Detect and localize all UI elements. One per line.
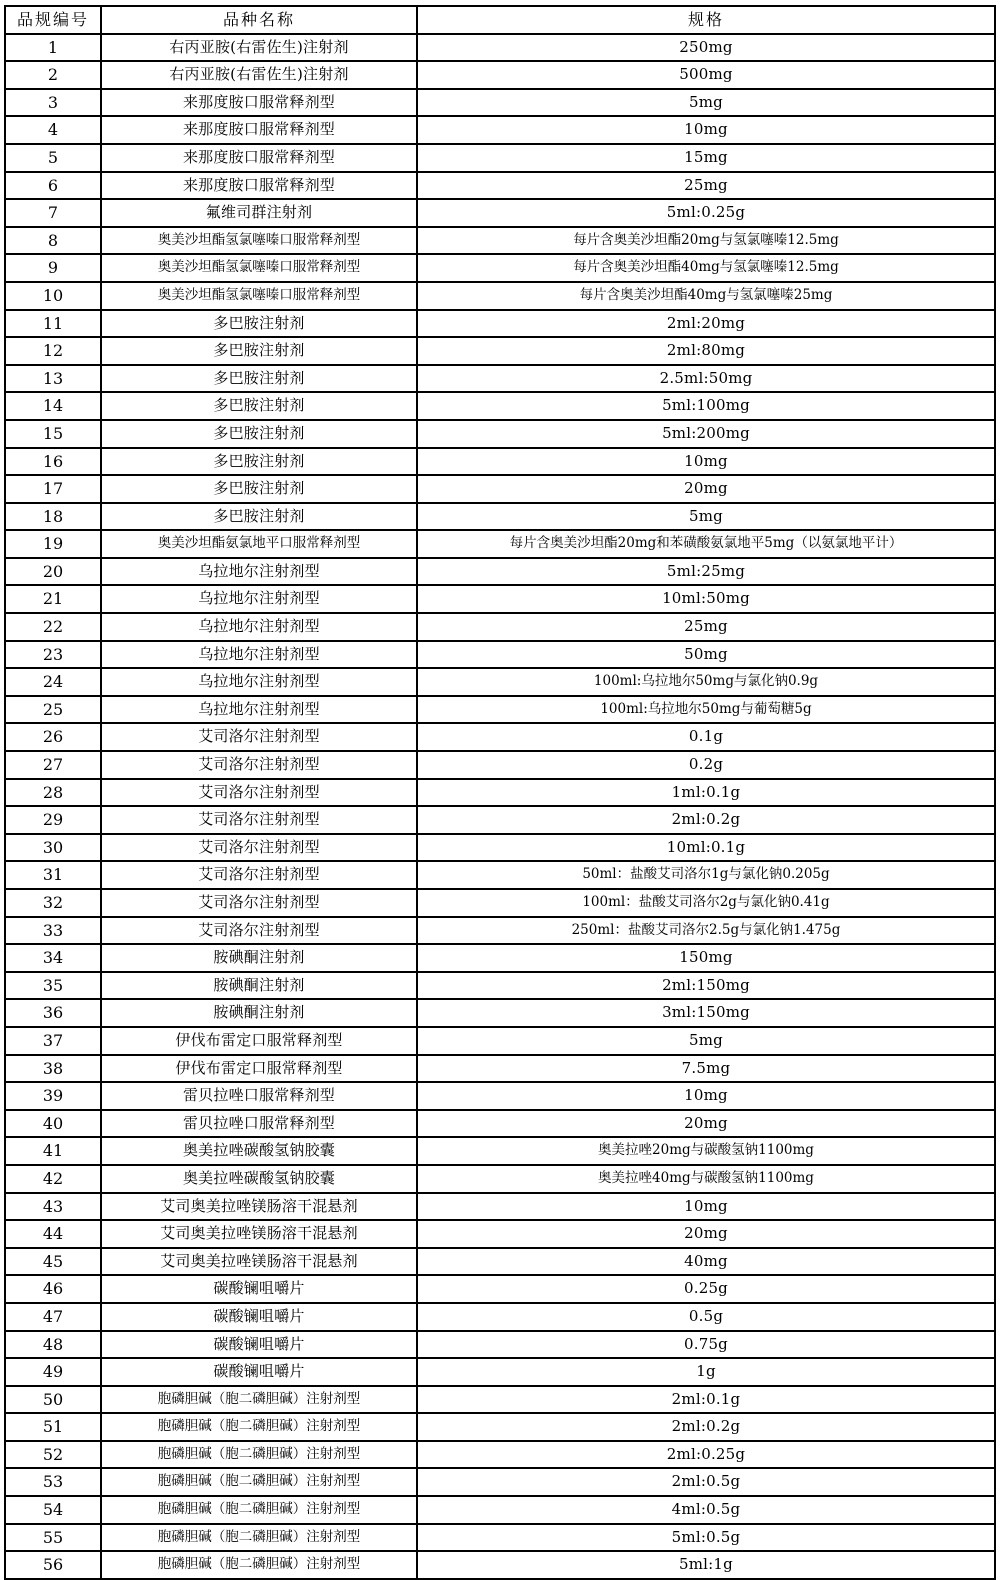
cell-product-name: 来那度胺口服常释剂型: [101, 172, 417, 200]
cell-product-name: 胺碘酮注射剂: [101, 972, 417, 1000]
cell-spec-no: 19: [5, 530, 101, 558]
column-header-product-name: 品种名称: [101, 6, 417, 34]
cell-product-name: 艾司洛尔注射剂型: [101, 779, 417, 807]
cell-product-name: 多巴胺注射剂: [101, 365, 417, 393]
cell-product-name: 艾司洛尔注射剂型: [101, 889, 417, 917]
cell-spec-no: 32: [5, 889, 101, 917]
cell-spec-no: 42: [5, 1165, 101, 1193]
cell-spec-no: 41: [5, 1137, 101, 1165]
cell-spec-no: 49: [5, 1358, 101, 1386]
table-row: [5, 1496, 995, 1524]
cell-spec-no: 50: [5, 1386, 101, 1414]
cell-product-name: 胞磷胆碱（胞二磷胆碱）注射剂型: [101, 1468, 417, 1496]
cell-specification: 奥美拉唑20mg与碳酸氢钠1100mg: [417, 1137, 995, 1165]
cell-product-name: 艾司洛尔注射剂型: [101, 723, 417, 751]
cell-specification: 0.75g: [417, 1331, 995, 1359]
cell-specification: 每片含奥美沙坦酯40mg与氢氯噻嗪25mg: [417, 282, 995, 310]
cell-spec-no: 7: [5, 199, 101, 227]
table-row: [5, 999, 995, 1027]
table-row: [5, 641, 995, 669]
table-row: [5, 475, 995, 503]
table-row: [5, 668, 995, 696]
cell-product-name: 多巴胺注射剂: [101, 310, 417, 338]
column-header-specification: 规格: [417, 6, 995, 34]
cell-product-name: 来那度胺口服常释剂型: [101, 144, 417, 172]
cell-specification: 1ml:0.1g: [417, 779, 995, 807]
table-row: [5, 227, 995, 255]
cell-specification: 25mg: [417, 172, 995, 200]
cell-product-name: 伊伐布雷定口服常释剂型: [101, 1027, 417, 1055]
cell-product-name: 胺碘酮注射剂: [101, 999, 417, 1027]
cell-product-name: 碳酸镧咀嚼片: [101, 1331, 417, 1359]
cell-specification: 50ml：盐酸艾司洛尔1g与氯化钠0.205g: [417, 861, 995, 889]
cell-product-name: 艾司奥美拉唑镁肠溶干混悬剂: [101, 1193, 417, 1221]
table-row: [5, 420, 995, 448]
cell-specification: 2ml:0.2g: [417, 1413, 995, 1441]
cell-spec-no: 35: [5, 972, 101, 1000]
cell-spec-no: 8: [5, 227, 101, 255]
cell-specification: 2ml:0.2g: [417, 806, 995, 834]
cell-spec-no: 25: [5, 696, 101, 724]
cell-spec-no: 55: [5, 1524, 101, 1552]
cell-specification: 每片含奥美沙坦酯20mg和苯磺酸氨氯地平5mg（以氨氯地平计）: [417, 530, 995, 558]
cell-product-name: 乌拉地尔注射剂型: [101, 696, 417, 724]
cell-spec-no: 12: [5, 337, 101, 365]
cell-product-name: 多巴胺注射剂: [101, 503, 417, 531]
table-row: [5, 337, 995, 365]
cell-spec-no: 5: [5, 144, 101, 172]
cell-product-name: 乌拉地尔注射剂型: [101, 641, 417, 669]
table-row: [5, 861, 995, 889]
table-row: [5, 1441, 995, 1469]
cell-spec-no: 17: [5, 475, 101, 503]
cell-specification: 250ml：盐酸艾司洛尔2.5g与氯化钠1.475g: [417, 917, 995, 945]
table-row: [5, 503, 995, 531]
cell-spec-no: 53: [5, 1468, 101, 1496]
table-row: [5, 1027, 995, 1055]
cell-specification: 0.25g: [417, 1275, 995, 1303]
cell-specification: 5mg: [417, 89, 995, 117]
cell-specification: 奥美拉唑40mg与碳酸氢钠1100mg: [417, 1165, 995, 1193]
cell-product-name: 伊伐布雷定口服常释剂型: [101, 1055, 417, 1083]
cell-spec-no: 31: [5, 861, 101, 889]
table-row: [5, 89, 995, 117]
table-row: [5, 917, 995, 945]
table-body: [5, 34, 995, 1579]
cell-spec-no: 36: [5, 999, 101, 1027]
cell-product-name: 艾司洛尔注射剂型: [101, 834, 417, 862]
table-row: [5, 392, 995, 420]
cell-specification: 0.1g: [417, 723, 995, 751]
table-row: [5, 1055, 995, 1083]
cell-spec-no: 26: [5, 723, 101, 751]
table-row: [5, 1413, 995, 1441]
cell-specification: 5ml:0.5g: [417, 1524, 995, 1552]
cell-specification: 4ml:0.5g: [417, 1496, 995, 1524]
table-row: [5, 448, 995, 476]
cell-product-name: 艾司奥美拉唑镁肠溶干混悬剂: [101, 1248, 417, 1276]
cell-spec-no: 48: [5, 1331, 101, 1359]
cell-product-name: 氟维司群注射剂: [101, 199, 417, 227]
table-row: [5, 834, 995, 862]
table-row: [5, 585, 995, 613]
cell-specification: 5ml:25mg: [417, 558, 995, 586]
cell-spec-no: 39: [5, 1082, 101, 1110]
cell-specification: 0.5g: [417, 1303, 995, 1331]
cell-product-name: 乌拉地尔注射剂型: [101, 585, 417, 613]
table-row: [5, 1358, 995, 1386]
table-row: [5, 365, 995, 393]
table-row: [5, 530, 995, 558]
cell-product-name: 碳酸镧咀嚼片: [101, 1275, 417, 1303]
cell-product-name: 雷贝拉唑口服常释剂型: [101, 1082, 417, 1110]
cell-specification: 100ml:乌拉地尔50mg与氯化钠0.9g: [417, 668, 995, 696]
table-row: [5, 972, 995, 1000]
table-row: [5, 558, 995, 586]
cell-specification: 250mg: [417, 34, 995, 62]
table-header: [5, 6, 995, 34]
cell-spec-no: 16: [5, 448, 101, 476]
cell-product-name: 艾司洛尔注射剂型: [101, 806, 417, 834]
cell-specification: 50mg: [417, 641, 995, 669]
cell-product-name: 奥美沙坦酯氢氯噻嗪口服常释剂型: [101, 254, 417, 282]
table-row: [5, 944, 995, 972]
cell-specification: 5mg: [417, 503, 995, 531]
cell-product-name: 乌拉地尔注射剂型: [101, 668, 417, 696]
column-header-spec-no: 品规编号: [5, 6, 101, 34]
cell-spec-no: 18: [5, 503, 101, 531]
cell-spec-no: 21: [5, 585, 101, 613]
table-row: [5, 779, 995, 807]
cell-spec-no: 14: [5, 392, 101, 420]
cell-product-name: 艾司洛尔注射剂型: [101, 917, 417, 945]
cell-product-name: 胞磷胆碱（胞二磷胆碱）注射剂型: [101, 1551, 417, 1579]
table-row: [5, 1110, 995, 1138]
cell-spec-no: 2: [5, 61, 101, 89]
cell-specification: 5ml:0.25g: [417, 199, 995, 227]
cell-product-name: 奥美拉唑碳酸氢钠胶囊: [101, 1137, 417, 1165]
cell-product-name: 来那度胺口服常释剂型: [101, 89, 417, 117]
cell-specification: 2.5ml:50mg: [417, 365, 995, 393]
cell-specification: 150mg: [417, 944, 995, 972]
table-row: [5, 144, 995, 172]
cell-product-name: 多巴胺注射剂: [101, 392, 417, 420]
table-row: [5, 613, 995, 641]
table-row: [5, 172, 995, 200]
cell-specification: 20mg: [417, 475, 995, 503]
cell-specification: 10mg: [417, 1082, 995, 1110]
cell-spec-no: 9: [5, 254, 101, 282]
cell-product-name: 奥美沙坦酯氨氯地平口服常释剂型: [101, 530, 417, 558]
cell-specification: 每片含奥美沙坦酯20mg与氢氯噻嗪12.5mg: [417, 227, 995, 255]
cell-specification: 500mg: [417, 61, 995, 89]
cell-product-name: 多巴胺注射剂: [101, 475, 417, 503]
cell-specification: 10mg: [417, 116, 995, 144]
cell-specification: 10mg: [417, 1193, 995, 1221]
table-row: [5, 310, 995, 338]
cell-spec-no: 56: [5, 1551, 101, 1579]
cell-product-name: 胞磷胆碱（胞二磷胆碱）注射剂型: [101, 1413, 417, 1441]
cell-product-name: 奥美沙坦酯氢氯噻嗪口服常释剂型: [101, 227, 417, 255]
table-row: [5, 806, 995, 834]
cell-specification: 2ml:20mg: [417, 310, 995, 338]
cell-spec-no: 15: [5, 420, 101, 448]
table-row: [5, 889, 995, 917]
cell-spec-no: 46: [5, 1275, 101, 1303]
cell-specification: 5ml:100mg: [417, 392, 995, 420]
table-row: [5, 116, 995, 144]
cell-product-name: 艾司洛尔注射剂型: [101, 861, 417, 889]
cell-spec-no: 34: [5, 944, 101, 972]
table-row: [5, 61, 995, 89]
table-row: [5, 723, 995, 751]
cell-spec-no: 27: [5, 751, 101, 779]
cell-specification: 100ml:乌拉地尔50mg与葡萄糖5g: [417, 696, 995, 724]
cell-spec-no: 1: [5, 34, 101, 62]
cell-specification: 5mg: [417, 1027, 995, 1055]
header-row: [5, 6, 995, 34]
cell-specification: 5ml:1g: [417, 1551, 995, 1579]
cell-spec-no: 23: [5, 641, 101, 669]
cell-product-name: 右丙亚胺(右雷佐生)注射剂: [101, 61, 417, 89]
cell-spec-no: 45: [5, 1248, 101, 1276]
cell-spec-no: 22: [5, 613, 101, 641]
cell-product-name: 碳酸镧咀嚼片: [101, 1358, 417, 1386]
cell-product-name: 奥美沙坦酯氢氯噻嗪口服常释剂型: [101, 282, 417, 310]
cell-specification: 5ml:200mg: [417, 420, 995, 448]
cell-spec-no: 54: [5, 1496, 101, 1524]
cell-specification: 0.2g: [417, 751, 995, 779]
cell-specification: 每片含奥美沙坦酯40mg与氢氯噻嗪12.5mg: [417, 254, 995, 282]
cell-spec-no: 28: [5, 779, 101, 807]
table-row: [5, 751, 995, 779]
cell-specification: 7.5mg: [417, 1055, 995, 1083]
table-row: [5, 1193, 995, 1221]
cell-product-name: 胞磷胆碱（胞二磷胆碱）注射剂型: [101, 1386, 417, 1414]
cell-spec-no: 20: [5, 558, 101, 586]
cell-specification: 20mg: [417, 1110, 995, 1138]
cell-product-name: 乌拉地尔注射剂型: [101, 613, 417, 641]
cell-product-name: 雷贝拉唑口服常释剂型: [101, 1110, 417, 1138]
cell-specification: 2ml:0.25g: [417, 1441, 995, 1469]
cell-spec-no: 37: [5, 1027, 101, 1055]
table-row: [5, 1303, 995, 1331]
cell-spec-no: 11: [5, 310, 101, 338]
table-row: [5, 1551, 995, 1579]
cell-product-name: 胞磷胆碱（胞二磷胆碱）注射剂型: [101, 1496, 417, 1524]
table-row: [5, 254, 995, 282]
cell-spec-no: 24: [5, 668, 101, 696]
cell-specification: 1g: [417, 1358, 995, 1386]
table-row: [5, 1220, 995, 1248]
cell-product-name: 胞磷胆碱（胞二磷胆碱）注射剂型: [101, 1524, 417, 1552]
cell-specification: 2ml:150mg: [417, 972, 995, 1000]
cell-spec-no: 4: [5, 116, 101, 144]
cell-spec-no: 13: [5, 365, 101, 393]
cell-spec-no: 47: [5, 1303, 101, 1331]
cell-product-name: 多巴胺注射剂: [101, 337, 417, 365]
cell-spec-no: 51: [5, 1413, 101, 1441]
cell-specification: 3ml:150mg: [417, 999, 995, 1027]
cell-product-name: 多巴胺注射剂: [101, 448, 417, 476]
cell-product-name: 艾司奥美拉唑镁肠溶干混悬剂: [101, 1220, 417, 1248]
cell-specification: 40mg: [417, 1248, 995, 1276]
cell-product-name: 胞磷胆碱（胞二磷胆碱）注射剂型: [101, 1441, 417, 1469]
cell-spec-no: 3: [5, 89, 101, 117]
cell-specification: 25mg: [417, 613, 995, 641]
cell-specification: 2ml:0.1g: [417, 1386, 995, 1414]
table-row: [5, 1137, 995, 1165]
cell-specification: 10ml:0.1g: [417, 834, 995, 862]
table-row: [5, 1275, 995, 1303]
cell-spec-no: 6: [5, 172, 101, 200]
table-row: [5, 1248, 995, 1276]
table-row: [5, 199, 995, 227]
cell-product-name: 奥美拉唑碳酸氢钠胶囊: [101, 1165, 417, 1193]
cell-product-name: 来那度胺口服常释剂型: [101, 116, 417, 144]
table-row: [5, 1165, 995, 1193]
cell-spec-no: 33: [5, 917, 101, 945]
table-row: [5, 1524, 995, 1552]
cell-specification: 10ml:50mg: [417, 585, 995, 613]
table-row: [5, 1331, 995, 1359]
cell-specification: 20mg: [417, 1220, 995, 1248]
spec-catalog-table: [4, 5, 996, 1580]
cell-spec-no: 30: [5, 834, 101, 862]
cell-product-name: 右丙亚胺(右雷佐生)注射剂: [101, 34, 417, 62]
cell-product-name: 乌拉地尔注射剂型: [101, 558, 417, 586]
cell-product-name: 多巴胺注射剂: [101, 420, 417, 448]
cell-spec-no: 29: [5, 806, 101, 834]
cell-spec-no: 52: [5, 1441, 101, 1469]
cell-spec-no: 10: [5, 282, 101, 310]
cell-spec-no: 40: [5, 1110, 101, 1138]
table-row: [5, 1468, 995, 1496]
cell-spec-no: 38: [5, 1055, 101, 1083]
cell-specification: 100ml：盐酸艾司洛尔2g与氯化钠0.41g: [417, 889, 995, 917]
table-row: [5, 282, 995, 310]
cell-product-name: 艾司洛尔注射剂型: [101, 751, 417, 779]
cell-product-name: 胺碘酮注射剂: [101, 944, 417, 972]
table-row: [5, 696, 995, 724]
cell-spec-no: 44: [5, 1220, 101, 1248]
cell-specification: 15mg: [417, 144, 995, 172]
table-row: [5, 1386, 995, 1414]
table-row: [5, 34, 995, 62]
table-row: [5, 1082, 995, 1110]
cell-spec-no: 43: [5, 1193, 101, 1221]
cell-specification: 2ml:80mg: [417, 337, 995, 365]
cell-specification: 2ml:0.5g: [417, 1468, 995, 1496]
cell-product-name: 碳酸镧咀嚼片: [101, 1303, 417, 1331]
cell-specification: 10mg: [417, 448, 995, 476]
